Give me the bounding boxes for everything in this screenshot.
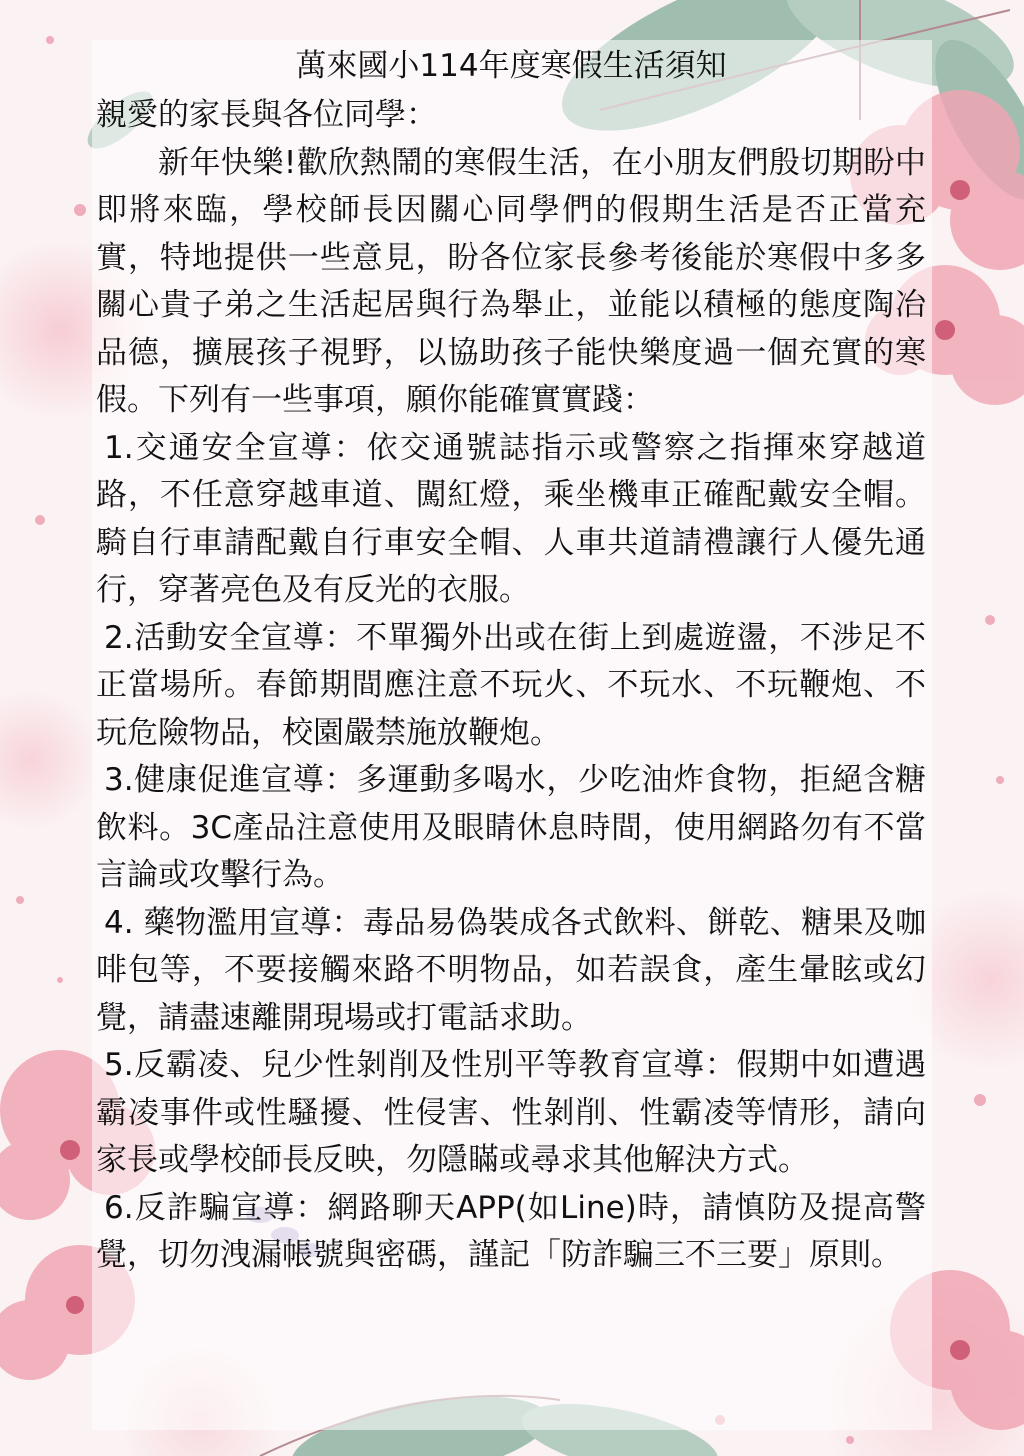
notice-item-drug: 4. 藥物濫用宣導：毒品易偽裝成各式飲料、餅乾、糖果及咖啡包等，不要接觸來路不明物品，如若誤食，產生暈眩或幻覺，請盡速離開現場或打電話求助。 (96, 904, 926, 1036)
notice-item-health: 3.健康促進宣導：多運動多喝水，少吃油炸食物，拒絕含糖飲料。3C產品注意使用及眼睛休息時間，使用網路勿有不當言論或攻擊行為。 (96, 762, 926, 893)
notice-item-activity: 2.活動安全宣導：不單獨外出或在街上到處遊盪，不涉足不正當場所。春節期間應注意不玩火、不玩水、不玩鞭炮、不玩危險物品，校園嚴禁施放鞭炮。 (96, 619, 926, 751)
notice-item-traffic: 1.交通安全宣導：依交通號誌指示或警察之指揮來穿越道路，不任意穿越車道、闖紅燈，乘坐機車正確配戴安全帽。騎自行車請配戴自行車安全帽、人車共道請禮讓行人優先通行，穿著亮色及有反光的衣服。 (96, 429, 926, 608)
notice-item-bullying: 5.反霸凌、兒少性剝削及性別平等教育宣導：假期中如遭遇霸凌事件或性騷擾、性侵害、性剝削、性霸凌等情形，請向家長或學校師長反映，勿隱瞞或尋求其他解決方式。 (96, 1047, 926, 1178)
notice-document (96, 40, 926, 1280)
greeting: 親愛的家長與各位同學： (96, 97, 437, 133)
page-title: 萬來國小114年度寒假生活須知 (295, 48, 727, 84)
intro-paragraph: 新年快樂!歡欣熱鬧的寒假生活，在小朋友們殷切期盼中即將來臨，學校師長因關心同學們的假期生活是否正當充實，特地提供一些意見，盼各位家長參考後能於寒假中多多關心貴子弟之生活起居與行為舉止，並能以積極的態度陶冶品德，擴展孩子視野，以協助孩子能快樂度過一個充實的寒假。下列有一些事項，願你能確實實踐： (96, 144, 926, 418)
notice-item-fraud: 6.反詐騙宣導：網路聊天APP(如Line)時，請慎防及提高警覺，切勿洩漏帳號與密碼，謹記「防詐騙三不三要」原則。 (96, 1189, 926, 1273)
